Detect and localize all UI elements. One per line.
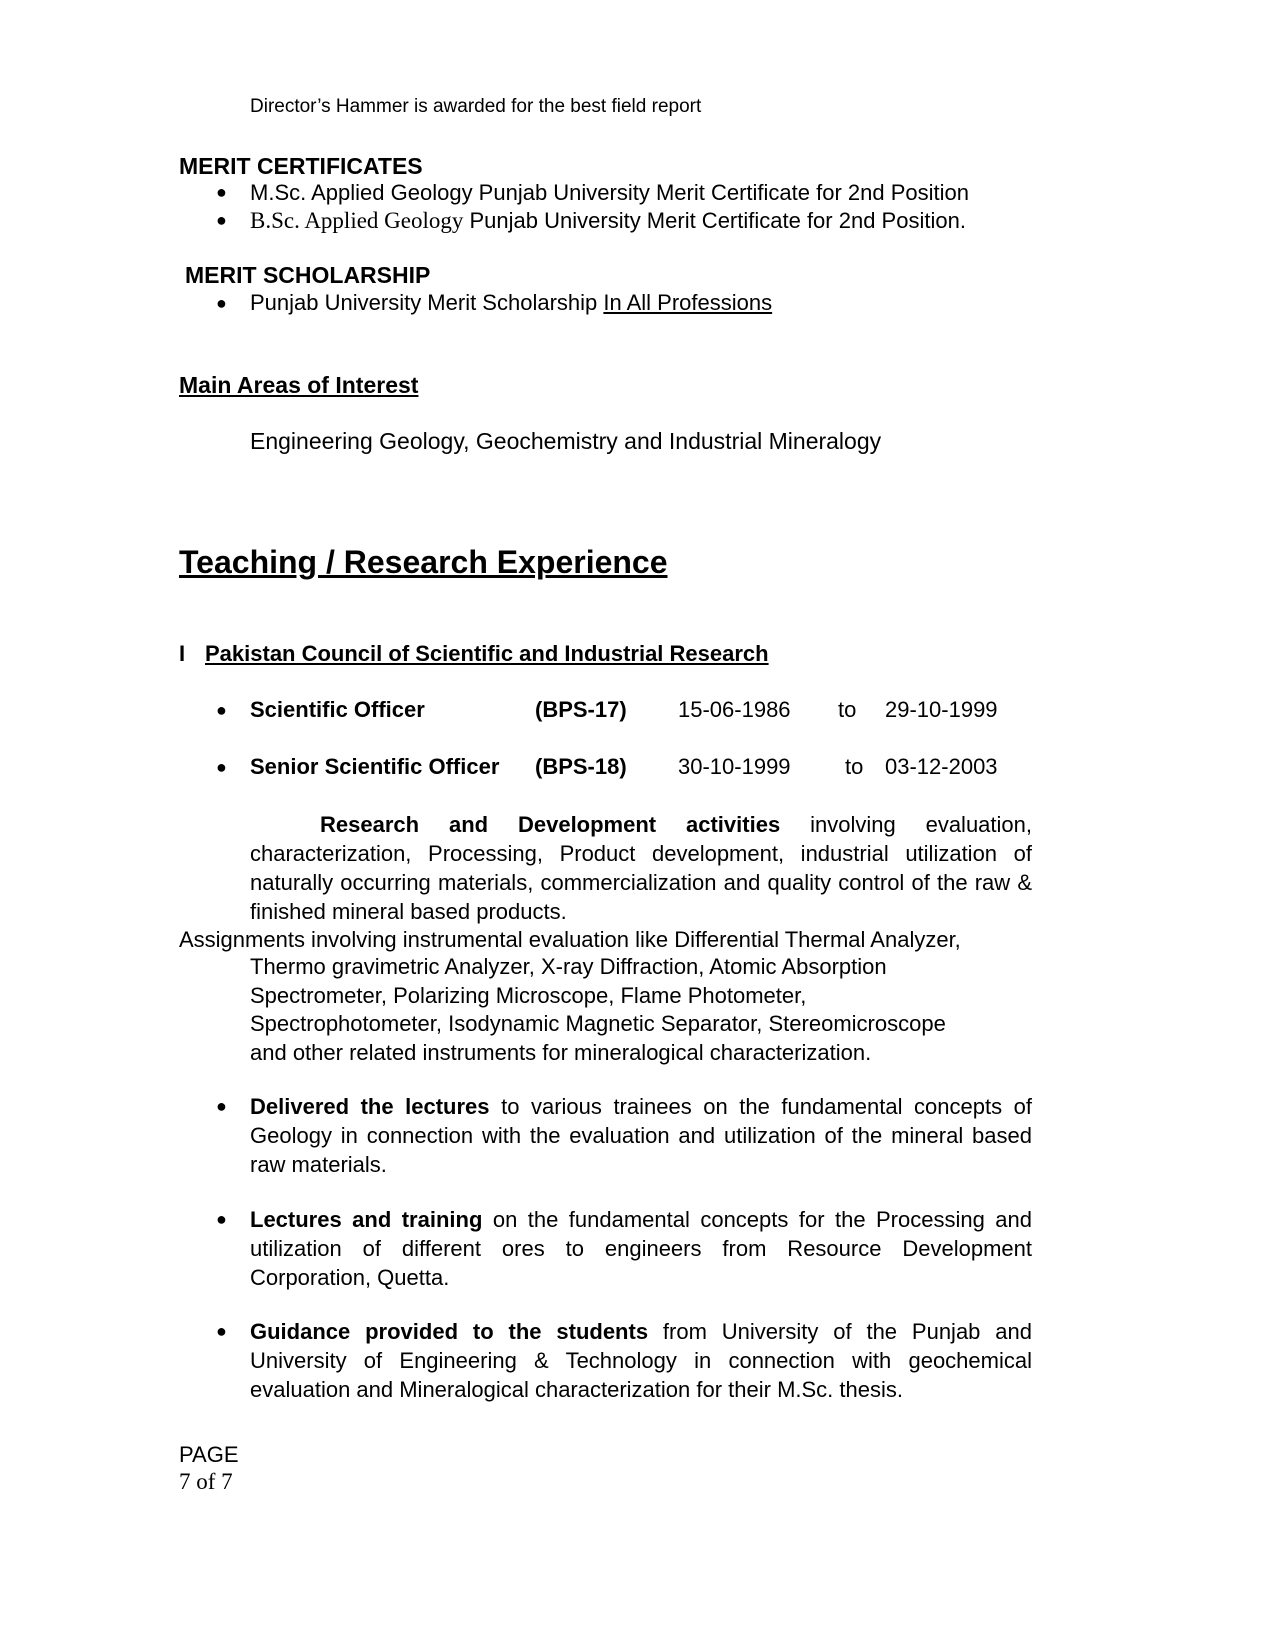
org-number: I (179, 641, 186, 666)
activity-bold: Delivered the lectures (250, 1094, 490, 1119)
position-title: Scientific Officer (250, 697, 425, 722)
list-item (250, 208, 966, 234)
merit-certificates-heading: MERIT CERTIFICATES (179, 153, 423, 179)
bullet-icon: ● (216, 293, 227, 313)
rnd-first-line (320, 810, 1032, 839)
bullet-icon: ● (216, 1209, 227, 1229)
interest-text: Engineering Geology, Geochemistry and Industrial Mineralogy (250, 428, 882, 454)
rnd-paragraph: characterization, Processing, Product development, industrial utilization of naturally occurring materials, commercialization and quality control of the raw & finished mineral based products. (250, 841, 1032, 924)
scholarship-text: Punjab University Merit Scholarship (250, 290, 604, 315)
assignments-line: and other related instruments for mineralogical characterization. (250, 1039, 872, 1065)
position-to-word: to (838, 697, 857, 722)
rnd-line1-rest: involving evaluation, (780, 812, 1032, 837)
merit-certificate-text: M.Sc. Applied Geology Punjab University Merit Certificate for 2nd Position (250, 180, 969, 205)
position-title: Senior Scientific Officer (250, 754, 500, 779)
list-item (250, 1205, 1032, 1292)
assignments-paragraph (250, 953, 946, 1067)
list-item (250, 1317, 1032, 1404)
activity-text: on the fundamental concepts for the Processing and utilization of different ores to engineers from Resource Development Corporation, Quetta. (250, 1207, 1032, 1290)
position-to-word: to (845, 754, 864, 779)
merit-scholarship-heading: MERIT SCHOLARSHIP (185, 262, 431, 288)
bullet-icon: ● (216, 210, 227, 230)
rnd-bold: Research and Development activities (320, 812, 781, 837)
activity-bold: Guidance provided to the students (250, 1319, 649, 1344)
position-grade: (BPS-17) (535, 697, 627, 722)
position-to: 29-10-1999 (885, 697, 998, 722)
page-label: PAGE (179, 1442, 239, 1467)
assignments-line: Spectrophotometer, Isodynamic Magnetic Separator, Stereomicroscope (250, 1011, 946, 1036)
bullet-icon: ● (216, 1096, 227, 1116)
experience-heading: Teaching / Research Experience (179, 544, 668, 580)
scholarship-underlined: In All Professions (603, 290, 773, 315)
top-line: Director’s Hammer is awarded for the best field report (250, 96, 702, 117)
activity-text: from University of the Punjab and University of Engineering & Technology in connection with geochemical evaluation and Mineralogical characterization for their M.Sc. thesis. (250, 1319, 1032, 1402)
position-to: 03-12-2003 (885, 754, 998, 779)
position-grade: (BPS-18) (535, 754, 627, 779)
list-item (250, 1092, 1032, 1179)
list-item (250, 290, 772, 316)
interest-heading: Main Areas of Interest (179, 372, 419, 398)
bullet-icon: ● (216, 1321, 227, 1341)
assignments-line: Thermo gravimetric Analyzer, X-ray Diffraction, Atomic Absorption (250, 954, 887, 979)
assignments-first-line: Assignments involving instrumental evaluation like Differential Thermal Analyzer, (179, 927, 961, 952)
merit-certificate-prefix: B.Sc. Applied Geology (250, 208, 464, 233)
page-number: 7 of 7 (179, 1469, 233, 1494)
merit-certificate-text: Punjab University Merit Certificate for 2nd Position. (463, 208, 966, 233)
activity-text: to various trainees on the fundamental concepts of Geology in connection with the evaluation and utilization of the mineral based raw materials. (250, 1094, 1032, 1177)
list-item (250, 180, 969, 206)
bullet-icon: ● (216, 182, 227, 202)
bullet-icon: ● (216, 700, 227, 720)
org-name: Pakistan Council of Scientific and Industrial Research (205, 641, 769, 666)
assignments-line: Spectrometer, Polarizing Microscope, Flame Photometer, (250, 982, 807, 1008)
activity-bold: Lectures and training (250, 1207, 483, 1232)
position-from: 15-06-1986 (678, 697, 791, 722)
position-from: 30-10-1999 (678, 754, 791, 779)
bullet-icon: ● (216, 757, 227, 777)
